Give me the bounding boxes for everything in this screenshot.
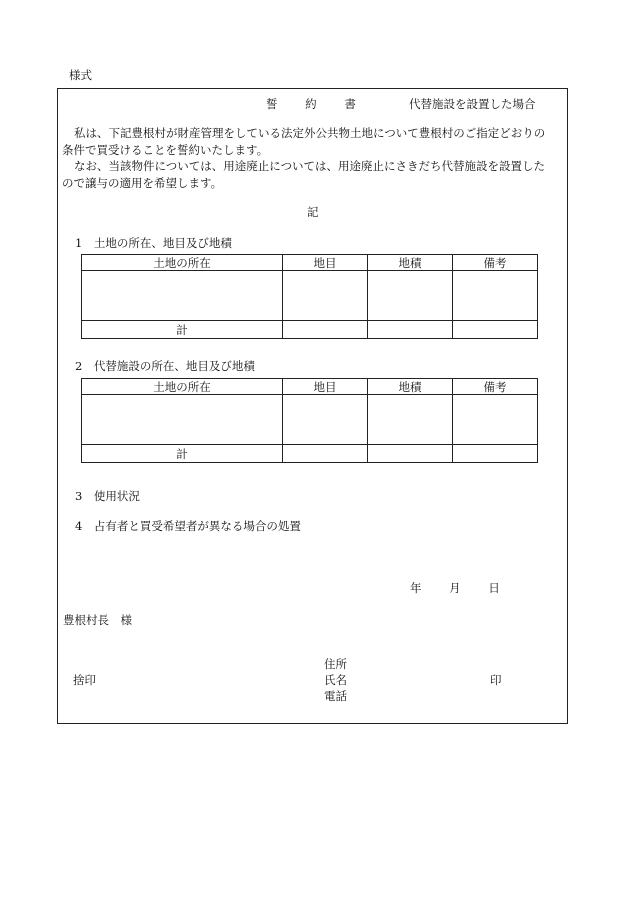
column-header: 土地の所在 — [82, 379, 283, 395]
section-1-table — [81, 254, 538, 339]
date-month: 月 — [449, 581, 461, 595]
land-category-cell[interactable] — [283, 395, 368, 445]
title-char-1: 誓 — [266, 97, 278, 111]
section-2-heading: 2 代替施設の所在、地目及び地積 — [75, 359, 255, 373]
table-row — [82, 395, 538, 445]
date-day: 日 — [488, 581, 500, 595]
land-location-cell[interactable] — [82, 271, 283, 321]
table-header-row — [82, 255, 538, 271]
land-category-cell[interactable] — [283, 271, 368, 321]
total-remarks-cell[interactable] — [453, 321, 538, 339]
title-char-2: 約 — [305, 97, 317, 111]
paragraph-2-line-1: なお、当該物件については、用途廃止については、用途廃止にさきだち代替施設を設置した — [74, 159, 546, 173]
section-2-table — [81, 378, 538, 463]
ki-heading: 記 — [307, 205, 319, 219]
paragraph-2-line-2: ので譲与の適用を希望します。 — [62, 175, 223, 190]
land-area-cell[interactable] — [368, 395, 453, 445]
column-header: 備考 — [453, 255, 538, 271]
paragraph-1 — [62, 125, 568, 158]
phone-label: 電話 — [324, 689, 347, 703]
remarks-cell[interactable] — [453, 271, 538, 321]
document-title — [266, 96, 356, 112]
remarks-cell[interactable] — [453, 395, 538, 445]
column-header: 地積 — [368, 379, 453, 395]
table-header-row — [82, 379, 538, 395]
discard-seal-label: 捨印 — [73, 673, 96, 687]
address-label: 住所 — [324, 657, 347, 671]
column-header: 備考 — [453, 379, 538, 395]
total-row — [82, 445, 538, 463]
column-header: 地目 — [283, 379, 368, 395]
addressee: 豊根村長 様 — [63, 613, 132, 627]
column-header: 地積 — [368, 255, 453, 271]
document-subtitle: 代替施設を設置した場合 — [409, 97, 536, 111]
title-char-3: 書 — [344, 97, 356, 111]
total-remarks-cell[interactable] — [453, 445, 538, 463]
total-area-cell[interactable] — [368, 445, 453, 463]
table-row — [82, 271, 538, 321]
total-label: 計 — [82, 445, 283, 463]
section-3-heading: 3 使用状況 — [75, 489, 140, 503]
seal-stamp-mark: 印 — [490, 673, 502, 687]
paragraph-2 — [62, 158, 568, 191]
land-area-cell[interactable] — [368, 271, 453, 321]
total-label: 計 — [82, 321, 283, 339]
date-line — [410, 580, 500, 596]
column-header: 土地の所在 — [82, 255, 283, 271]
name-label: 氏名 — [324, 673, 347, 687]
section-1-heading: 1 土地の所在、地目及び地積 — [75, 236, 232, 250]
date-year: 年 — [410, 581, 422, 595]
paragraph-1-line-2: 条件で買受けることを誓約いたします。 — [62, 142, 269, 157]
paragraph-1-line-1: 私は、下記豊根村が財産管理をしている法定外公共物土地について豊根村のご指定どおりの — [74, 126, 546, 140]
total-category-cell[interactable] — [283, 321, 368, 339]
form-label: 様式 — [69, 68, 92, 82]
land-location-cell[interactable] — [82, 395, 283, 445]
total-category-cell[interactable] — [283, 445, 368, 463]
section-4-heading: 4 占有者と買受希望者が異なる場合の処置 — [75, 519, 301, 533]
total-row — [82, 321, 538, 339]
total-area-cell[interactable] — [368, 321, 453, 339]
column-header: 地目 — [283, 255, 368, 271]
